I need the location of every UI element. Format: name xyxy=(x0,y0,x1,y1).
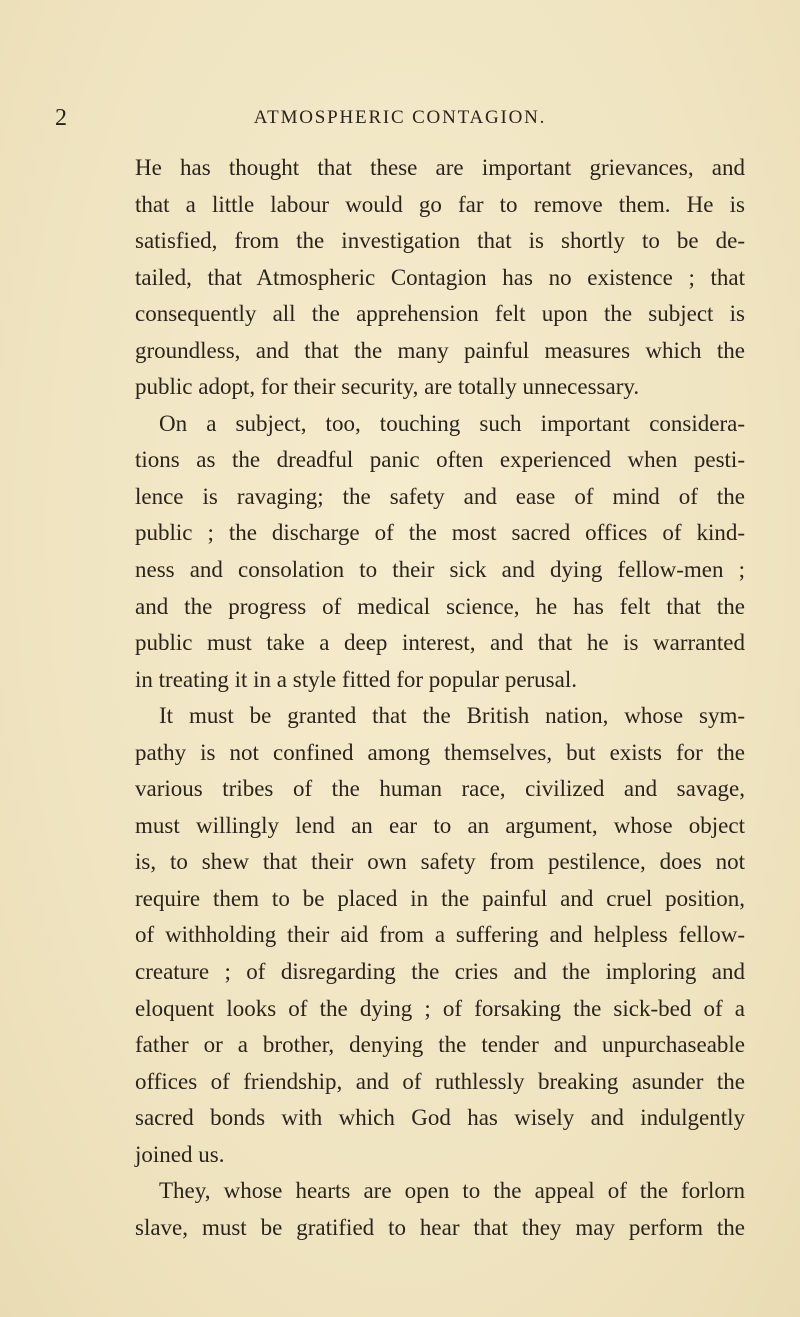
text-line: creature ; of disregarding the cries and the imploring and xyxy=(135,959,745,985)
text-line: offices of friendship, and of ruthlessly breaking asunder the xyxy=(135,1068,745,1094)
text-line: lence is ravaging; the safety and ease of mind of the xyxy=(135,483,745,509)
text-line: eloquent looks of the dying ; of forsaking the sick-bed of a xyxy=(135,995,745,1021)
paragraph-4 xyxy=(135,1173,745,1246)
text-line: father or a brother, denying the tender and unpurchaseable xyxy=(135,1032,745,1058)
text-line: slave, must be gratified to hear that they may perform the xyxy=(135,1214,745,1240)
text-line: groundless, and that the many painful measures which the xyxy=(135,337,745,363)
paragraph-2 xyxy=(135,406,745,698)
page-header xyxy=(0,103,800,133)
paragraph-3 xyxy=(135,698,745,1173)
text-line: require them to be placed in the painful and cruel position, xyxy=(135,885,745,911)
text-line: in treating it in a style fitted for popular perusal. xyxy=(135,666,577,692)
text-line: must willingly lend an ear to an argument, whose object xyxy=(135,812,745,838)
body-text xyxy=(135,150,745,1246)
text-line: It must be granted that the British nation, whose sym- xyxy=(159,703,745,729)
text-line: consequently all the apprehension felt upon the subject is xyxy=(135,301,745,327)
text-line: public adopt, for their security, are totally unnecessary. xyxy=(135,374,640,400)
text-line: tions as the dreadful panic often experienced when pesti- xyxy=(135,447,745,473)
text-line: and the progress of medical science, he has felt that the xyxy=(135,593,745,619)
running-title: ATMOSPHERIC CONTAGION. xyxy=(253,107,547,128)
text-line: is, to shew that their own safety from pestilence, does not xyxy=(135,849,745,875)
text-line: On a subject, too, touching such important considera- xyxy=(159,410,745,436)
text-line: joined us. xyxy=(135,1141,225,1167)
text-line: He has thought that these are important grievances, and xyxy=(135,155,745,180)
text-line: They, whose hearts are open to the appeal of the forlorn xyxy=(159,1178,745,1204)
text-line: pathy is not confined among themselves, but exists for the xyxy=(135,739,745,765)
text-line: various tribes of the human race, civilized and savage, xyxy=(135,776,745,802)
text-line: tailed, that Atmospheric Contagion has no existence ; that xyxy=(135,264,745,290)
text-line: public ; the discharge of the most sacred offices of kind- xyxy=(135,520,745,546)
text-line: sacred bonds with which God has wisely and indulgently xyxy=(135,1105,745,1131)
text-line: that a little labour would go far to remove them. He is xyxy=(135,191,745,217)
text-line: public must take a deep interest, and that he is warranted xyxy=(135,630,745,656)
text-line: of withholding their aid from a suffering and helpless fellow- xyxy=(135,922,745,948)
page-number: 2 xyxy=(55,105,67,131)
text-line: ness and consolation to their sick and dying fellow-men ; xyxy=(135,557,745,583)
paragraph-1 xyxy=(135,150,745,406)
text-line: satisfied, from the investigation that is shortly to be de- xyxy=(135,228,745,254)
